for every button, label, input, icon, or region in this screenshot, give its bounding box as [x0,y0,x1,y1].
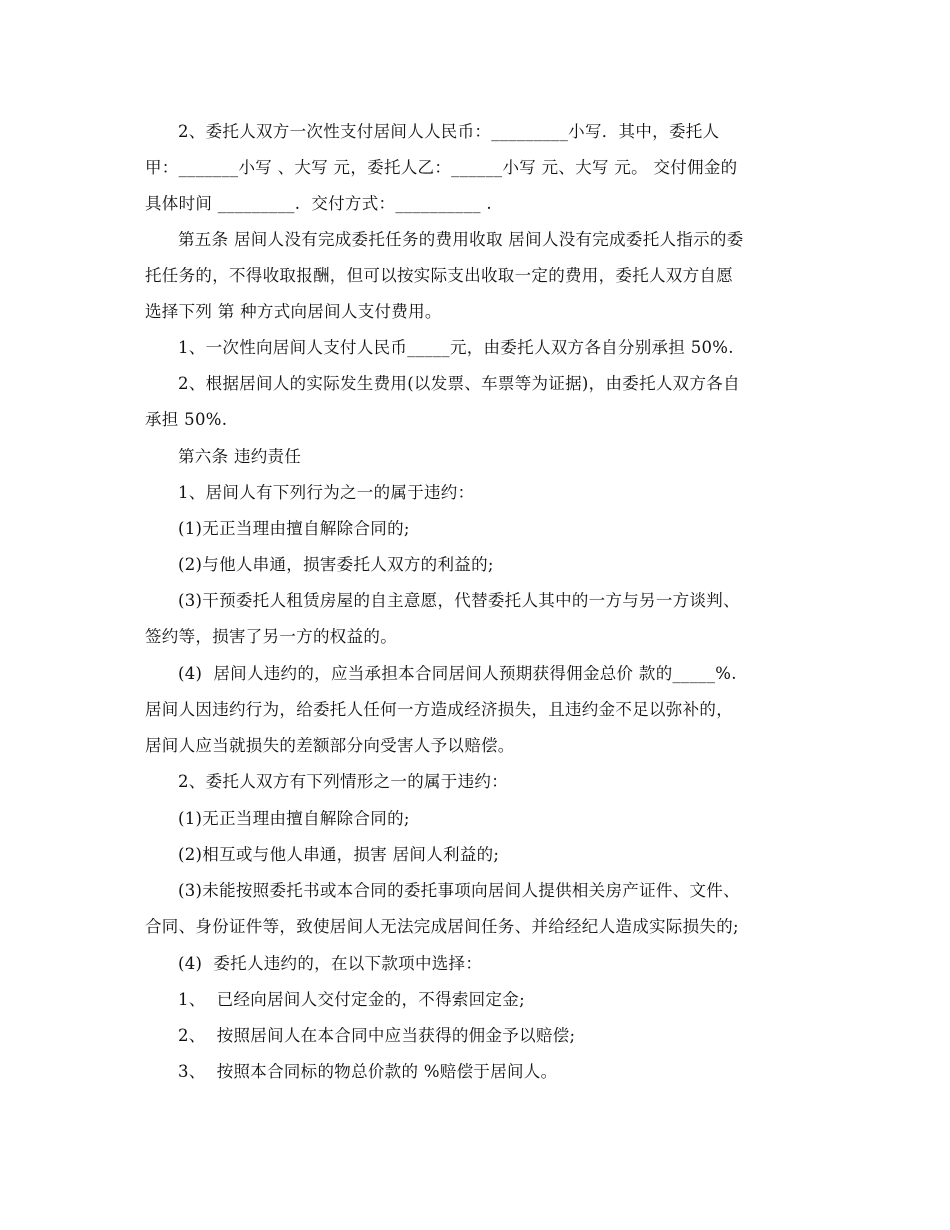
text-line: 1、 已经向居间人交付定金的，不得索回定金; [178,990,525,1009]
text-line: (2)与他人串通，损害委托人双方的利益的; [178,555,494,574]
text-line: 2、根据居间人的实际发生费用(以发票、车票等为证据)，由委托人双方各自 [178,374,740,393]
text-line: 2、委托人双方一次性支付居间人人民币：_________小写．其中，委托人 [178,122,720,141]
text-line: 2、 按照居间人在本合同中应当获得的佣金予以赔偿; [178,1026,576,1045]
text-line: (1)无正当理由擅自解除合同的; [178,519,410,538]
text-line: 2、委托人双方有下列情形之一的属于违约： [178,772,508,791]
text-line: 第五条 居间人没有完成委托任务的费用收取 居间人没有完成委托人指示的委 [178,230,744,249]
text-line: (4) 居间人违约的，应当承担本合同居间人预期获得佣金总价 款的_____%. [178,664,737,683]
text-line: 居间人应当就损失的差额部分向受害人予以赔偿。 [145,736,515,755]
text-line: 选择下列 第 种方式向居间人支付费用。 [145,302,442,321]
section-heading: 第六条 违约责任 [178,447,302,466]
text-line: (4) 委托人违约的，在以下款项中选择： [178,954,483,973]
text-line: 托任务的，不得收取报酬，但可以按实际支出收取一定的费用，委托人双方自愿 [145,266,733,285]
text-line: 居间人因违约行为，给委托人任何一方造成经济损失，且违约金不足以弥补的， [145,700,733,719]
text-line: 3、 按照本合同标的物总价款的 %赔偿于居间人。 [178,1062,558,1081]
text-line: 具体时间 _________. 交付方式：__________ . [145,194,492,213]
text-line: 承担 50%. [145,410,228,429]
text-line: 1、居间人有下列行为之一的属于违约： [178,483,475,502]
text-line: 合同、身份证件等，致使居间人无法完成居间任务、并给经纪人造成实际损失的; [145,917,739,936]
text-line: (3)干预委托人租赁房屋的自主意愿，代替委托人其中的一方与另一方谈判、 [178,591,740,610]
text-line: (3)未能按照委托书或本合同的委托事项向居间人提供相关房产证件、文件、 [178,881,740,900]
text-line: (1)无正当理由擅自解除合同的; [178,809,410,828]
text-line: 1、一次性向居间人支付人民币_____元，由委托人双方各自分别承担 50%. [178,338,734,357]
text-line: 签约等，损害了另一方的权益的。 [145,627,397,646]
text-line: 甲：_______小写 、大写 元，委托人乙：______小写 元、大写 元。 交付佣金的 [145,158,738,177]
text-line: (2)相互或与他人串通，损害 居间人利益的; [178,845,500,864]
